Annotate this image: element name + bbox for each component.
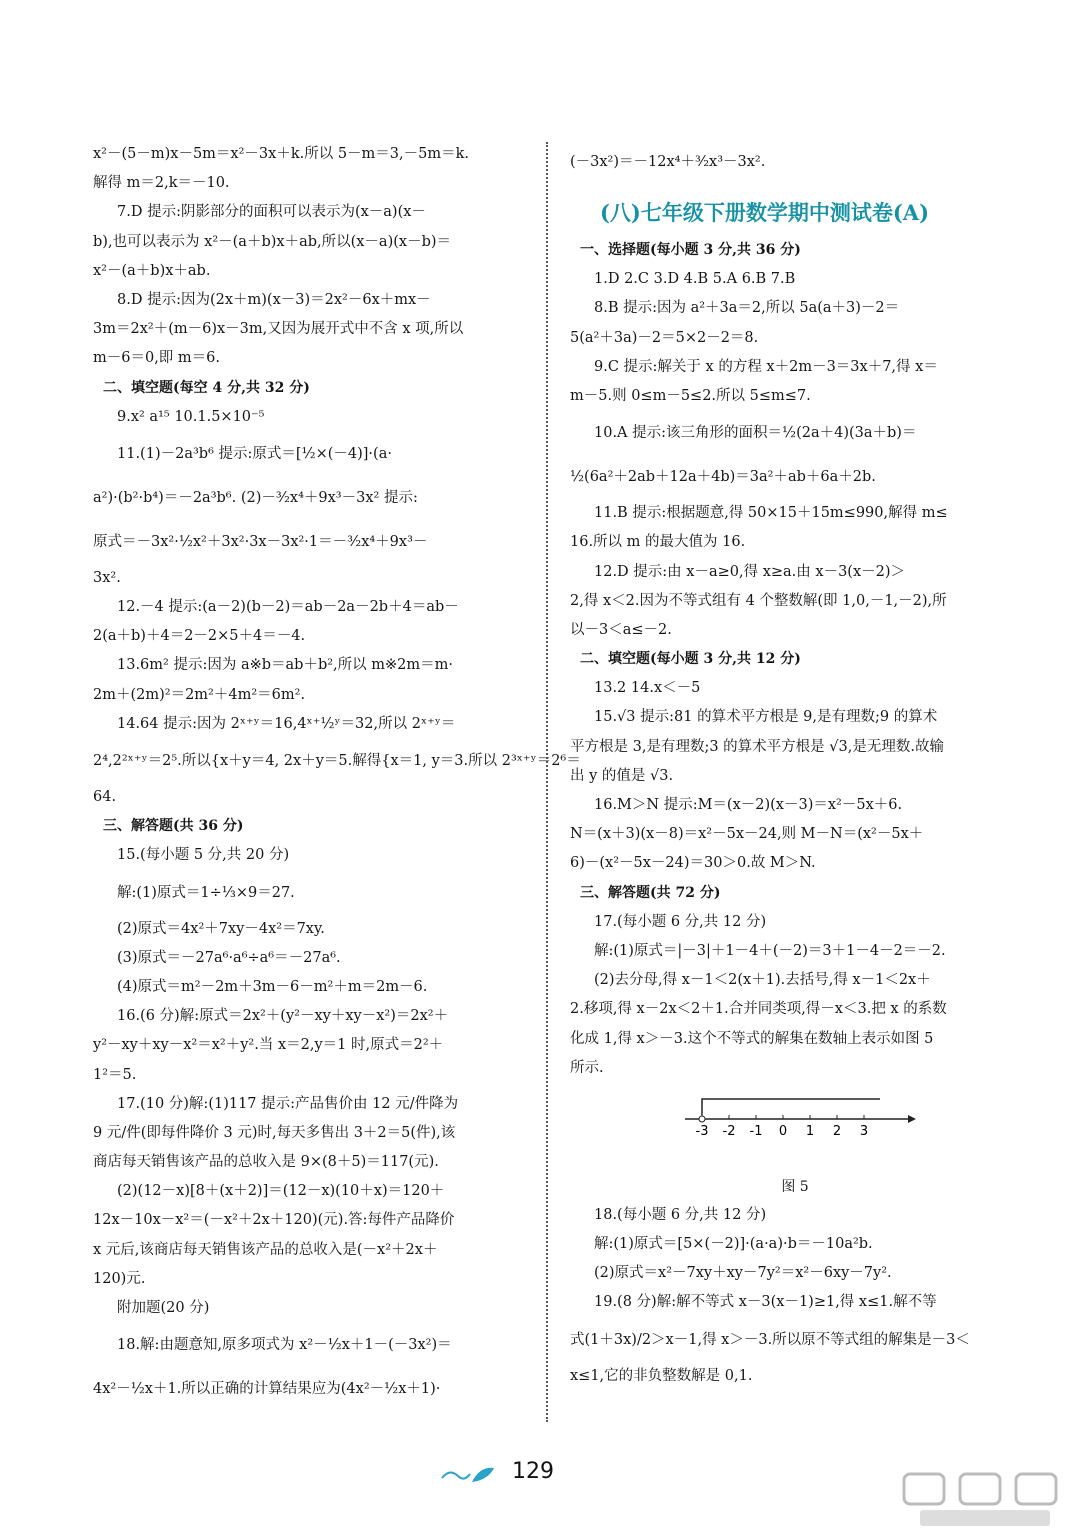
text-line: (2)去分母,得 x－1＜2(x＋1).去括号,得 x－1＜2x＋ [594, 972, 931, 989]
number-line [680, 1093, 920, 1153]
text-line: (3)原式＝－27a⁶·a⁶÷a⁶＝－27a⁶. [117, 949, 341, 966]
text-line: 解:(1)原式＝1÷⅓×9＝27. [117, 884, 295, 901]
tick-label: 2 [832, 1123, 842, 1139]
text-line: 商店每天销售该产品的总收入是 9×(8＋5)＝117(元). [93, 1154, 439, 1171]
text-line: 18.(每小题 6 分,共 12 分) [594, 1206, 767, 1223]
section-title: (八)七年级下册数学期中测试卷(A) [600, 200, 930, 225]
watermark-logo-icon [900, 1470, 1070, 1530]
text-line: 平方根是 3,是有理数;3 的算术平方根是 √3,是无理数.故输 [570, 738, 944, 755]
tick-label: -2 [722, 1123, 736, 1139]
text-line: x²－(a＋b)x＋ab. [93, 262, 211, 279]
section-heading: 三、解答题(共 72 分) [580, 884, 721, 901]
left-column [93, 140, 581, 1411]
text-line: ½(6a²＋2ab＋12a＋4b)＝3a²＋ab＋6a＋2b. [570, 469, 876, 486]
text-line: x≤1,它的非负整数解是 0,1. [570, 1367, 753, 1384]
text-line: 6)－(x²－5x－24)＝30＞0.故 M＞N. [570, 855, 816, 872]
text-line: N＝(x＋3)(x－8)＝x²－5x－24,则 M－N＝(x²－5x＋ [570, 826, 924, 843]
text-line: 64. [93, 789, 117, 805]
text-line: 10.A 提示:该三角形的面积＝½(2a＋4)(3a＋b)＝ [594, 425, 917, 442]
tick-label: 1 [805, 1123, 815, 1139]
text-line: 11.(1)－2a³b⁶ 提示:原式＝[½×(－4)]·(a· [117, 445, 392, 462]
right-column-continuation [570, 140, 1000, 184]
text-line: 附加题(20 分) [117, 1300, 210, 1316]
text-line: 7.D 提示:阴影部分的面积可以表示为(x－a)(x－ [117, 204, 426, 221]
text-line: m－6＝0,即 m＝6. [93, 350, 221, 367]
text-line: 2m＋(2m)²＝2m²＋4m²＝6m². [93, 686, 306, 703]
text-line: 1²＝5. [93, 1066, 137, 1083]
section-heading: 二、填空题(每空 4 分,共 32 分) [103, 379, 310, 396]
text-line: 2,得 x＜2.因为不等式组有 4 个整数解(即 1,0,－1,－2),所 [570, 592, 947, 609]
text-line: x 元后,该商店每天销售该产品的总收入是(－x²＋2x＋ [93, 1241, 438, 1258]
text-line: 16.所以 m 的最大值为 16. [570, 534, 746, 551]
text-line: 17.(10 分)解:(1)117 提示:产品售价由 12 元/件降为 [117, 1095, 459, 1112]
text-line: 12x－10x－x²＝(－x²＋2x＋120)(元).答:每件产品降价 [93, 1212, 455, 1229]
text-line: 12.－4 提示:(a－2)(b－2)＝ab－2a－2b＋4＝ab－ [117, 599, 459, 616]
text-line: 以－3＜a≤－2. [570, 621, 672, 638]
text-line: y²－xy＋xy－x²＝x²＋y².当 x＝2,y＝1 时,原式＝2²＋ [93, 1037, 444, 1054]
text-line: 17.(每小题 6 分,共 12 分) [594, 913, 767, 930]
text-line: 8.B 提示:因为 a²＋3a＝2,所以 5a(a＋3)－2＝ [594, 300, 900, 317]
text-line: 16.M＞N 提示:M＝(x－2)(x－3)＝x²－5x＋6. [594, 797, 903, 813]
page-number: 129 [512, 1459, 554, 1484]
text-line: 15.√3 提示:81 的算术平方根是 9,是有理数;9 的算术 [594, 709, 938, 726]
figure-caption: 图 5 [781, 1178, 809, 1195]
solution-ray [702, 1099, 880, 1115]
text-line: 2.移项,得 x－2x＜2＋1.合并同类项,得－x＜3.把 x 的系数 [570, 1001, 947, 1018]
text-line: (4)原式＝m²－2m＋3m－6－m²＋m＝2m－6. [117, 978, 428, 995]
text-line: x²－(5－m)x－5m＝x²－3x＋k.所以 5－m＝3,－5m＝k. [93, 146, 470, 162]
text-line: a²)·(b²·b⁴)＝－2a³b⁶. (2)－³⁄₂x⁴＋9x³－3x² 提示: [93, 489, 418, 506]
text-line: 5(a²＋3a)－2＝5×2－2＝8. [570, 329, 759, 346]
right-column-main [570, 236, 1000, 1083]
section-heading: 一、选择题(每小题 3 分,共 36 分) [580, 242, 801, 258]
text-line: 所示. [570, 1059, 604, 1076]
tick-label: 0 [778, 1123, 788, 1139]
text-line: 12.D 提示:由 x－a≥0,得 x≥a.由 x－3(x－2)＞ [594, 563, 906, 580]
text-line: 9.C 提示:解关于 x 的方程 x＋2m－3＝3x＋7,得 x＝ [594, 358, 938, 375]
text-line: (2)原式＝4x²＋7xy－4x²＝7xy. [117, 920, 325, 937]
text-line: 解:(1)原式＝|－3|＋1－4＋(－2)＝3＋1－4－2＝－2. [594, 942, 946, 959]
text-line: 120)元. [93, 1270, 146, 1287]
text-line: m－5.则 0≤m－5≤2.所以 5≤m≤7. [570, 387, 811, 404]
text-line: 9 元/件(即每件降价 3 元)时,每天多售出 3＋2＝5(件),该 [93, 1124, 456, 1141]
text-line: 4x²－½x＋1.所以正确的计算结果应为(4x²－½x＋1)· [93, 1381, 441, 1398]
tick-label: -1 [749, 1123, 763, 1139]
text-line: 3x². [93, 569, 121, 586]
text-line: 13.2 14.x＜－5 [594, 680, 701, 697]
text-line: 1.D 2.C 3.D 4.B 5.A 6.B 7.B [594, 271, 796, 288]
text-line: 14.64 提示:因为 2ˣ⁺ʸ＝16,4ˣ⁺½ʸ＝32,所以 2ˣ⁺ʸ＝ [117, 715, 456, 732]
text-line: 化成 1,得 x＞－3.这个不等式的解集在数轴上表示如图 5 [570, 1030, 934, 1047]
text-line: 解:(1)原式＝[5×(－2)]·(a·a)·b＝－10a²b. [594, 1236, 873, 1253]
text-line: b),也可以表示为 x²－(a＋b)x＋ab,所以(x－a)(x－b)＝ [93, 233, 452, 250]
text-line: 2⁴,2²ˣ⁺ʸ＝2⁵.所以{x＋y＝4, 2x＋y＝5.解得{x＝1, y＝3.所以 2³ˣ⁺ʸ＝2⁶＝ [93, 753, 581, 769]
text-line: 15.(每小题 5 分,共 20 分) [117, 847, 290, 864]
text-line: 9.x² a¹⁵ 10.1.5×10⁻⁵ [117, 408, 265, 425]
text-line: 18.解:由题意知,原多项式为 x²－½x＋1－(－3x²)＝ [117, 1337, 452, 1354]
text-line: 19.(8 分)解:解不等式 x－3(x－1)≥1,得 x≤1.解不等 [594, 1294, 937, 1311]
tick-label: -3 [695, 1123, 709, 1139]
section-heading: 三、解答题(共 36 分) [103, 818, 244, 835]
text-line: 11.B 提示:根据题意,得 50×15＋15m≤990,解得 m≤ [594, 505, 948, 522]
tick-label: 3 [859, 1123, 869, 1139]
right-column [570, 140, 1000, 1391]
text-line: (2)(12－x)[8＋(x＋2)]＝(12－x)(10＋x)＝120＋ [117, 1183, 445, 1200]
number-line-figure [570, 1093, 1000, 1173]
text-line: 式(1＋3x)/2＞x－1,得 x＞－3.所以原不等式组的解集是－3＜ [570, 1331, 970, 1348]
section-heading: 二、填空题(每小题 3 分,共 12 分) [580, 651, 801, 668]
text-line: 原式＝－3x²·½x²＋3x²·3x－3x²·1＝－³⁄₂x⁴＋9x³－ [93, 533, 428, 550]
text-line: 3m＝2x²＋(m－6)x－3m,又因为展开式中不含 x 项,所以 [93, 321, 464, 338]
text-line: 2(a＋b)＋4＝2－2×5＋4＝－4. [93, 628, 306, 645]
text-line: 出 y 的值是 √3. [570, 767, 674, 784]
text-line: (－3x²)＝－12x⁴＋³⁄₂x³－3x². [570, 154, 766, 170]
leaf-ornament-icon [440, 1464, 500, 1486]
text-line: (2)原式＝x²－7xy＋xy－7y²＝x²－6xy－7y². [594, 1265, 892, 1282]
text-line: 13.6m² 提示:因为 a※b＝ab＋b²,所以 m※2m＝m· [117, 657, 453, 674]
text-line: 解得 m＝2,k＝－10. [93, 175, 230, 192]
right-column-bottom [570, 1201, 1000, 1391]
open-circle-marker [699, 1116, 705, 1122]
column-divider [546, 142, 548, 1422]
text-line: 8.D 提示:因为(2x＋m)(x－3)＝2x²－6x＋mx－ [117, 291, 431, 308]
axis-arrow-icon [908, 1115, 916, 1123]
text-line: 16.(6 分)解:原式＝2x²＋(y²－xy＋xy－x²)＝2x²＋ [117, 1008, 449, 1025]
